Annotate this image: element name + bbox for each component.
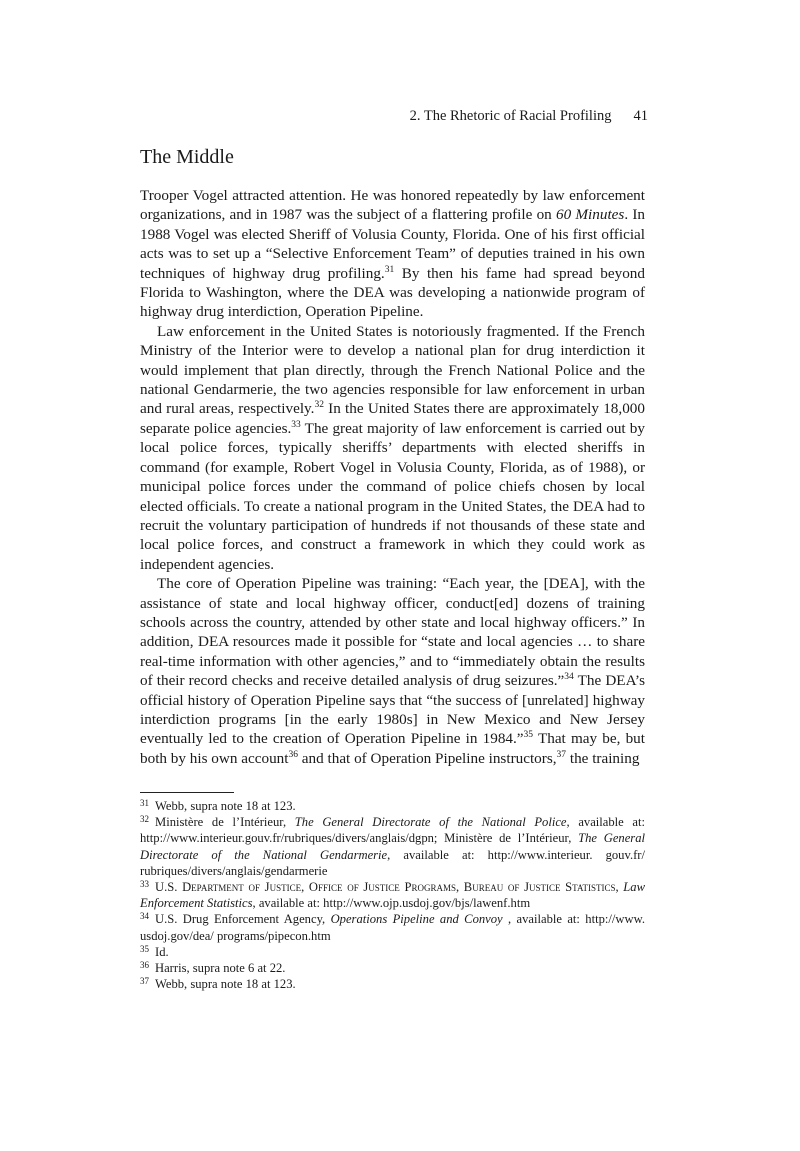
text-run: The core of Operation Pipeline was training: “Each year, the [DEA], with the assistance of state and local highway officer, conduct[ed] dozens of training schools across the country, attended by other state and local highway officers.” In addition, DEA resources made it possible for “state and local agencies … to share real-time information with other agencies,” and to “immediately obtain the results of their record checks and receive detailed analysis of drug seizures.” bbox=[140, 575, 645, 690]
footnote-35 bbox=[140, 944, 645, 960]
running-title: 2. The Rhetoric of Racial Profiling bbox=[409, 108, 612, 124]
footnote-divider bbox=[140, 792, 234, 793]
footnote-text: Id. bbox=[155, 944, 169, 959]
body-text bbox=[140, 186, 645, 768]
footnote-33 bbox=[140, 879, 645, 911]
text-run: The DEA’s official history of Operation Pipeline says that “the success of [unrelated] highway interdiction programs [in the early 1980s] in New Mexico and New Jersey eventually led to the creation of Operation Pipeline in 1984.” bbox=[140, 672, 645, 748]
footnote-text: Ministère de l’Intérieur, bbox=[155, 815, 295, 830]
text-run: Trooper Vogel attracted attention. He was honored repeatedly by law enforcement organizations, and in 1987 was the subject of a flattering profile on bbox=[140, 187, 645, 224]
running-header bbox=[140, 108, 648, 125]
footnote-ref[interactable]: 33 bbox=[291, 419, 301, 430]
footnote-ref[interactable]: 31 bbox=[384, 264, 395, 275]
footnote-ref[interactable]: 37 bbox=[556, 749, 567, 760]
footnote-ref[interactable]: 36 bbox=[288, 749, 298, 760]
text-run: By then his fame had spread beyond Florida to Washington, where the DEA was developing a nationwide program of highway drug interdiction, Operation Pipeline. bbox=[140, 264, 645, 321]
footnote-31 bbox=[140, 798, 645, 814]
footnote-36 bbox=[140, 960, 645, 976]
footnote-ref[interactable]: 32 bbox=[314, 400, 324, 411]
text-run: and that of Operation Pipeline instructors, bbox=[297, 749, 557, 767]
page-number: 41 bbox=[633, 108, 648, 124]
section-title: The Middle bbox=[140, 146, 234, 168]
text-run: . In 1988 Vogel was elected Sheriff of Volusia County, Florida. One of his first official acts was to set up a “Selective Enforcement Team” of deputies trained in his own techniques of highway drug profiling. bbox=[140, 206, 646, 282]
paragraph-1 bbox=[140, 186, 645, 322]
footnote-text[interactable]: , available at: http://www.ojp.usdoj.gov/bjs/lawenf.htm bbox=[252, 896, 531, 911]
footnote-number: 34 bbox=[140, 911, 149, 922]
footnote-ref[interactable]: 34 bbox=[564, 672, 574, 683]
footnote-number: 31 bbox=[140, 798, 149, 808]
footnotes bbox=[140, 798, 645, 992]
italic-title: The General Directorate of the National Police, bbox=[294, 815, 570, 830]
footnote-number: 37 bbox=[140, 976, 149, 987]
footnote-text[interactable]: , available at: http://www.interieur. gouv.fr/ rubriques/divers/anglais/gendarmerie bbox=[140, 847, 645, 878]
text-run: The great majority of law enforcement is carried out by local police forces, typically sheriffs’ departments with elected sheriffs in command (for example, Robert Vogel in Volusia County, Florida, as of 1988), or municipal police forces under the command of police chiefs chosen by local elected officials. To create a national program in the United States, the DEA had to recruit the voluntary participation of hundreds if not thousands of these state and local police forces, and construct a framework in which they could work as independent agencies. bbox=[140, 419, 645, 573]
footnote-34 bbox=[140, 911, 645, 943]
footnote-number: 36 bbox=[140, 960, 149, 971]
text-run: That may be, but both by his own account bbox=[140, 730, 645, 767]
text-run: In the United States there are approximately 18,000 separate police agencies. bbox=[140, 400, 645, 437]
small-caps-citation: U.S. Department of Justice, Office of Justice Programs, Bureau of Justice Statistics, bbox=[155, 880, 619, 895]
footnote-text: Webb, supra note 18 at 123. bbox=[155, 799, 296, 813]
paragraph-3 bbox=[140, 574, 645, 768]
text-run: Law enforcement in the United States is notoriously fragmented. If the French Ministry of the Interior were to develop a national plan for drug interdiction it would implement that plan directly, through the French National Police and the national Gendarmerie, the two agencies responsible for law enforcement in urban and rural areas, respectively. bbox=[140, 322, 645, 418]
italic-title: The General Directorate of the National Gendarmerie bbox=[140, 831, 645, 862]
paragraph-2 bbox=[140, 322, 645, 574]
footnote-text[interactable]: , available at: http://www. usdoj.gov/dea/ programs/pipecon.htm bbox=[140, 912, 645, 943]
footnote-number: 33 bbox=[140, 879, 149, 890]
footnote-number: 32 bbox=[140, 814, 149, 825]
italic-title: Law Enforcement Statistics bbox=[140, 880, 645, 911]
italic-title: 60 Minutes bbox=[556, 206, 625, 224]
footnote-37 bbox=[140, 976, 645, 992]
italic-title: Operations Pipeline and Convoy bbox=[330, 912, 503, 927]
footnote-text[interactable]: available at: http://www.interieur.gouv.fr/rubriques/divers/anglais/dgpn; Ministère de l’Intérieur, bbox=[140, 815, 645, 846]
footnote-text: Harris, supra note 6 at 22. bbox=[155, 961, 286, 976]
text-run: the training bbox=[566, 749, 640, 767]
footnote-text: Webb, supra note 18 at 123. bbox=[155, 977, 296, 992]
footnote-ref[interactable]: 35 bbox=[523, 730, 534, 741]
footnote-text: U.S. Drug Enforcement Agency, bbox=[155, 912, 331, 927]
footnote-number: 35 bbox=[140, 943, 149, 954]
footnote-32 bbox=[140, 814, 645, 879]
